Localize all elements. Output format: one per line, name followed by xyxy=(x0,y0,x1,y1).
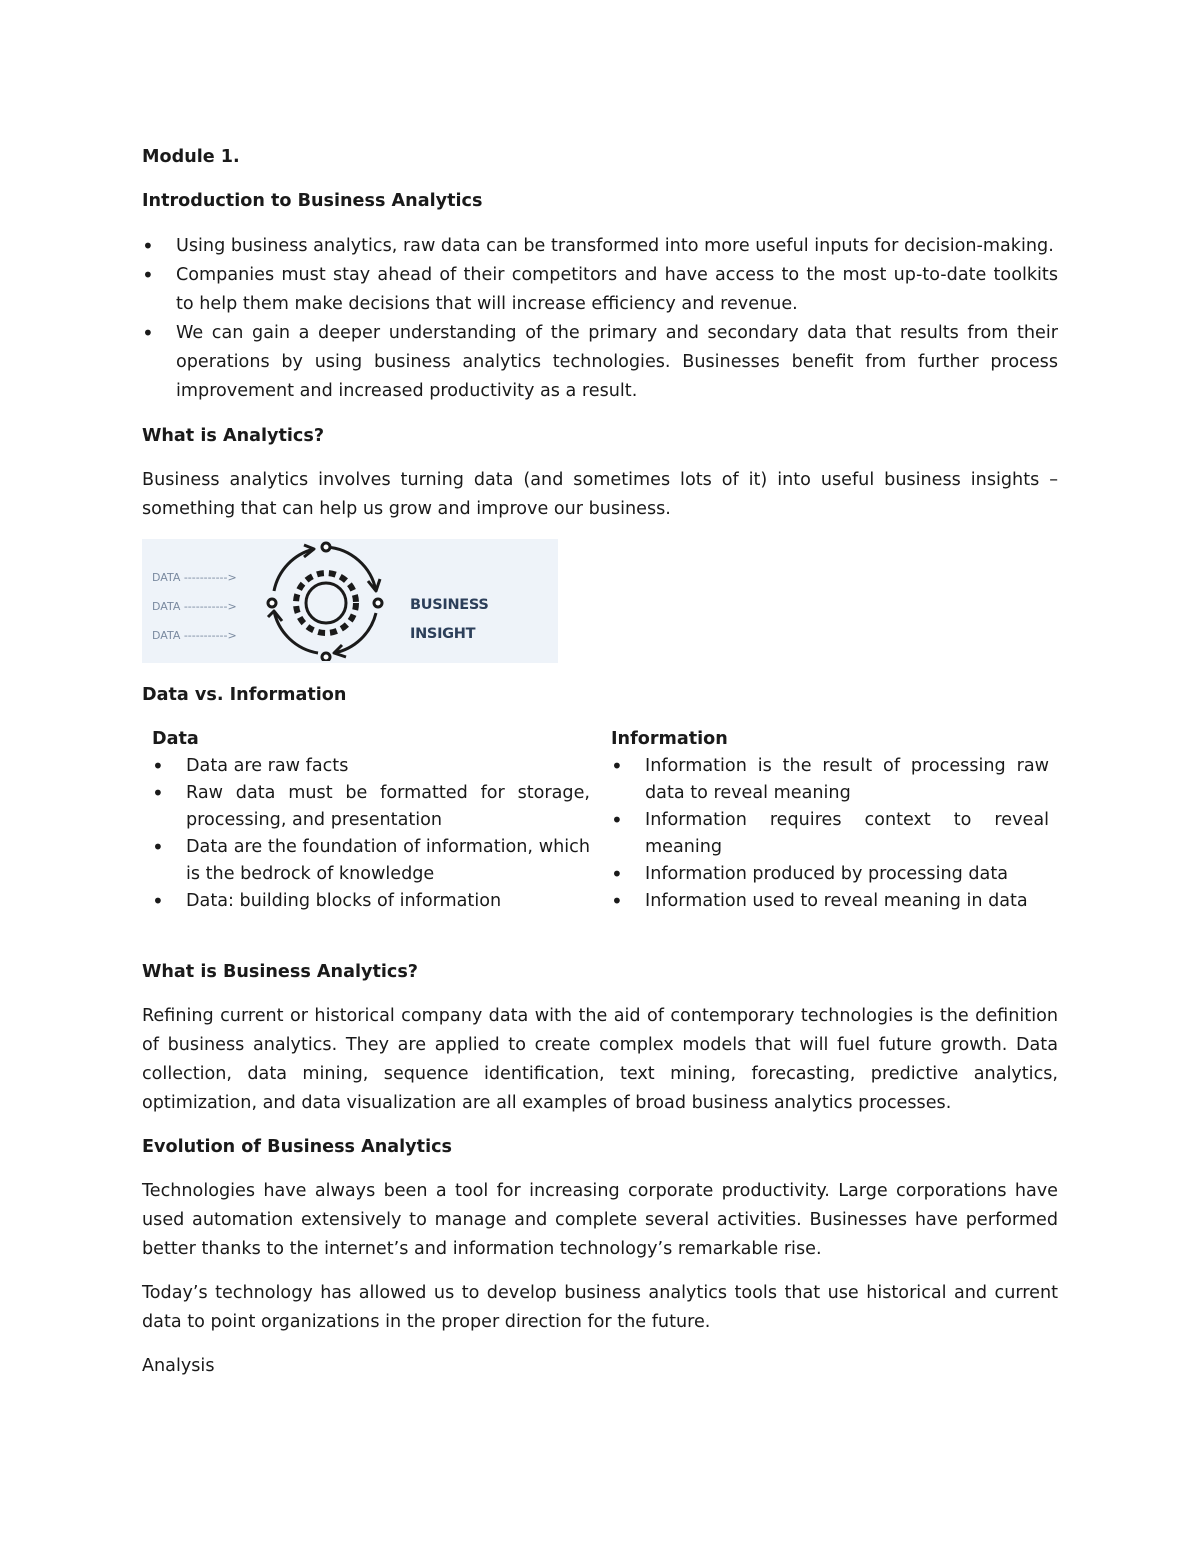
intro-heading: Introduction to Business Analytics xyxy=(142,191,483,211)
data-vs-info-table xyxy=(152,726,1058,915)
list-item: • Data are raw facts xyxy=(152,753,590,780)
analysis-label: Analysis xyxy=(142,1356,215,1376)
evolution-paragraph-2: Today’s technology has allowed us to develop business analytics tools that use historical and current data to point organizations in the proper direction for the future. xyxy=(142,1283,1058,1332)
analytics-heading: What is Analytics? xyxy=(142,426,325,446)
intro-bullet-list xyxy=(142,232,1058,406)
information-column xyxy=(611,726,1049,915)
data-label: DATA -----------> xyxy=(152,600,237,613)
evolution-paragraph-1: Technologies have always been a tool for increasing corporate productivity. Large corporations have used automation extensively to manage and complete several activities. Businesses have performed better thanks to the internet’s and information technology’s remarkable rise. xyxy=(142,1181,1058,1259)
list-item: • Information requires context to reveal meaning xyxy=(611,807,1049,861)
evolution-heading: Evolution of Business Analytics xyxy=(142,1137,452,1157)
list-item: • Companies must stay ahead of their competitors and have access to the most up-to-date toolkits to help them make decisions that will increase efficiency and revenue. xyxy=(142,261,1058,319)
data-label: DATA -----------> xyxy=(152,571,237,584)
data-bullet-list xyxy=(152,753,590,915)
data-vs-info-heading: Data vs. Information xyxy=(142,685,347,705)
list-item: • Data are the foundation of information, which is the bedrock of knowledge xyxy=(152,834,590,888)
module-title: Module 1. xyxy=(142,147,240,167)
page-content xyxy=(142,143,1058,1381)
information-bullet-list xyxy=(611,753,1049,915)
data-label: DATA -----------> xyxy=(152,629,237,642)
data-to-insight-figure xyxy=(142,539,558,663)
list-item: • Information used to reveal meaning in data xyxy=(611,888,1049,915)
data-column xyxy=(152,726,590,915)
information-column-title: Information xyxy=(611,729,728,749)
analytics-body: Business analytics involves turning data (and sometimes lots of it) into useful business insights – something that can help us grow and improve our business. xyxy=(142,470,1058,519)
list-item: • Data: building blocks of information xyxy=(152,888,590,915)
list-item: • Information is the result of processing raw data to reveal meaning xyxy=(611,753,1049,807)
business-insight-label: BUSINESS INSIGHT xyxy=(410,597,489,642)
data-label-column xyxy=(152,563,262,650)
list-item: • Raw data must be formatted for storage, processing, and presentation xyxy=(152,780,590,834)
list-item: • Using business analytics, raw data can be transformed into more useful inputs for decision-making. xyxy=(142,232,1058,261)
business-analytics-heading: What is Business Analytics? xyxy=(142,962,418,982)
gear-cycle-icon xyxy=(264,541,388,661)
data-column-title: Data xyxy=(152,729,199,749)
list-item: • We can gain a deeper understanding of the primary and secondary data that results from their operations by using business analytics technologies. Businesses benefit from further process improvement and increased productivity as a result. xyxy=(142,319,1058,406)
business-analytics-body: Refining current or historical company data with the aid of contemporary technologies is the definition of business analytics. They are applied to create complex models that will fuel future growth. Data collection, data mining, sequence identification, text mining, forecasting, predictive analytics, optimization, and data visualization are all examples of broad business analytics processes. xyxy=(142,1006,1058,1113)
list-item: • Information produced by processing data xyxy=(611,861,1049,888)
